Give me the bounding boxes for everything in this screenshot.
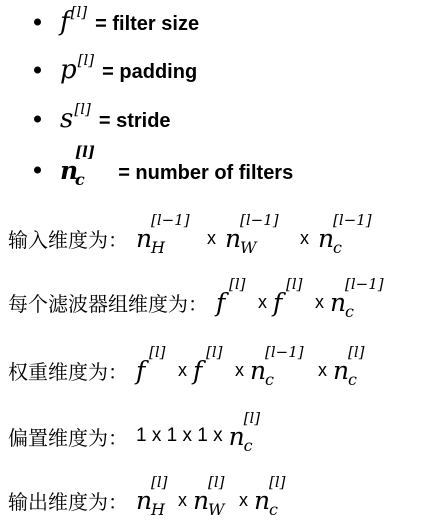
line-label: 偏置维度为：	[8, 425, 128, 450]
bullet-padding	[0, 50, 447, 90]
math-base: n	[228, 421, 245, 451]
math-term	[318, 210, 380, 257]
math-base: f	[216, 287, 226, 317]
math-subscript: c	[333, 237, 342, 257]
math-superscript: [l]	[229, 274, 246, 293]
bullet-definition: = number of filters	[118, 161, 294, 184]
math-superscript: [l]	[70, 3, 88, 21]
math-superscript: [l]	[243, 408, 261, 427]
bullet-stride	[0, 99, 447, 139]
math-superscript: [l]	[286, 274, 303, 293]
bullet-definition: = filter size	[95, 13, 200, 35]
math-subscript: c	[75, 169, 85, 189]
math-term	[250, 342, 312, 389]
line-label: 输入维度为：	[8, 227, 128, 252]
math-base: n	[136, 485, 153, 515]
math-base: n	[254, 485, 271, 515]
bullet-icon	[34, 116, 41, 123]
math-subscript: W	[208, 499, 225, 519]
math-base: n	[193, 485, 210, 515]
math-term	[228, 408, 265, 455]
input-dimension-line	[8, 210, 380, 260]
math-base: n	[225, 223, 242, 253]
math-base: f	[136, 355, 146, 385]
math-base: n	[136, 223, 153, 253]
bullet-definition: = stride	[98, 110, 171, 132]
weights-dimension-line	[8, 342, 369, 392]
math-superscript: [l]	[348, 342, 365, 361]
times-sign: x	[318, 359, 327, 380]
times-sign: x	[258, 291, 267, 312]
bullet-number-of-filters	[0, 142, 447, 190]
math-subscript: c	[348, 369, 357, 389]
bias-prefix: 1 x 1 x 1 x	[136, 425, 223, 446]
math-superscript: [l−1]	[240, 210, 279, 229]
line-label: 每个滤波器组维度为：	[8, 291, 208, 316]
times-sign: x	[207, 227, 216, 248]
math-subscript: H	[151, 237, 165, 257]
bullet-definition: = padding	[102, 61, 198, 83]
math-term	[193, 342, 229, 385]
bullet-icon	[34, 67, 41, 74]
math-term	[136, 472, 172, 519]
math-base: n	[333, 355, 350, 385]
bullet-content	[60, 100, 171, 134]
math-term	[216, 274, 252, 317]
times-sign: x	[178, 359, 187, 380]
math-subscript: c	[243, 435, 253, 455]
math-term	[60, 142, 95, 189]
math-superscript: [l]	[269, 472, 286, 491]
math-superscript: [l−1]	[333, 210, 372, 229]
math-symbol: p	[60, 55, 77, 85]
times-sign: x	[178, 489, 187, 510]
math-superscript: [l]	[149, 342, 166, 361]
math-term	[136, 342, 172, 385]
times-sign: x	[300, 227, 309, 248]
math-superscript: [l]	[77, 51, 95, 69]
math-term	[273, 274, 309, 317]
math-symbol: s	[60, 104, 74, 134]
math-base: n	[250, 355, 267, 385]
bullet-filter-size	[0, 2, 447, 42]
math-subscript: W	[240, 237, 257, 257]
math-superscript: [l]	[75, 142, 95, 161]
math-term	[254, 472, 290, 519]
math-term	[333, 342, 369, 389]
math-base: f	[273, 287, 283, 317]
math-term	[193, 472, 233, 519]
times-sign: x	[239, 489, 248, 510]
math-superscript: [l]	[151, 472, 168, 491]
line-label: 输出维度为：	[8, 489, 128, 514]
math-symbol: n	[60, 155, 79, 185]
bullet-icon	[34, 167, 41, 174]
bullet-content	[60, 3, 200, 37]
bullet-content	[60, 51, 198, 85]
line-label: 权重维度为：	[8, 359, 128, 384]
math-superscript: [l−1]	[345, 274, 384, 293]
math-symbol: f	[60, 7, 70, 37]
math-superscript: [l−1]	[151, 210, 190, 229]
math-subscript: c	[269, 499, 278, 519]
times-sign: x	[315, 291, 324, 312]
math-subscript: c	[345, 301, 354, 321]
math-superscript: [l−1]	[265, 342, 304, 361]
bullet-icon	[34, 19, 41, 26]
math-base: f	[193, 355, 203, 385]
filter-group-dimension-line	[8, 274, 392, 324]
math-subscript: c	[265, 369, 274, 389]
math-term	[136, 210, 198, 257]
times-sign: x	[235, 359, 244, 380]
bullet-content	[60, 142, 294, 189]
math-base: n	[330, 287, 347, 317]
math-subscript: H	[151, 499, 165, 519]
math-base: n	[318, 223, 335, 253]
math-superscript: [l]	[74, 100, 91, 118]
bias-dimension-line	[8, 408, 265, 458]
math-term	[225, 210, 291, 257]
math-superscript: [l]	[208, 472, 225, 491]
math-superscript: [l]	[206, 342, 223, 361]
math-term	[330, 274, 392, 321]
output-dimension-line	[8, 472, 290, 522]
